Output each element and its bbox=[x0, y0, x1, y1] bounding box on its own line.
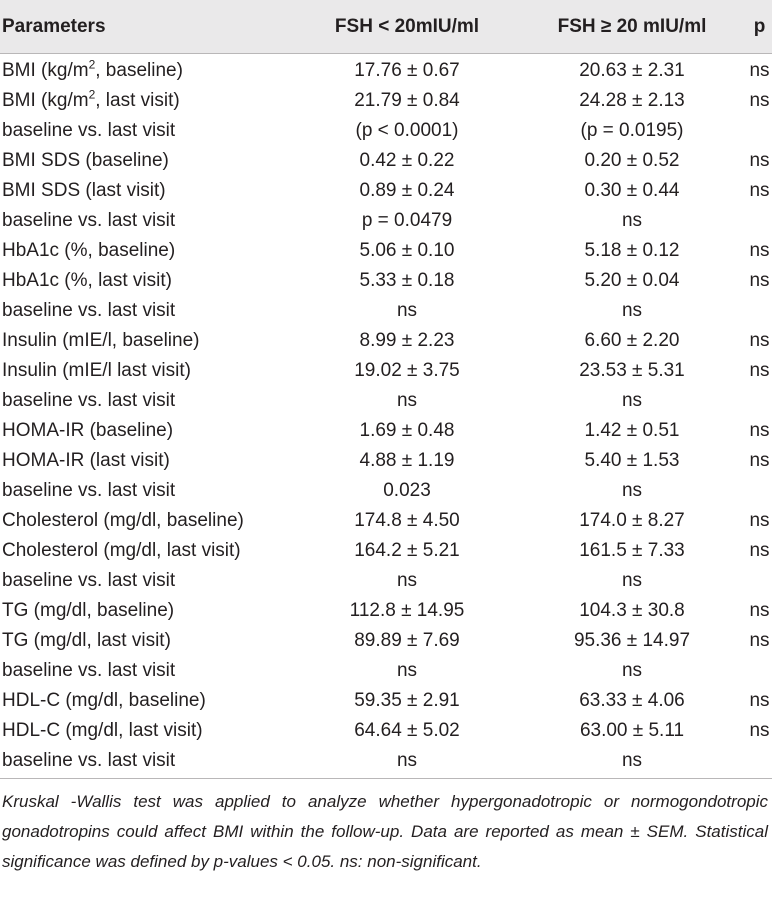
cell-fsh-low: 164.2 ± 5.21 bbox=[354, 540, 460, 561]
cell-p-value: ns bbox=[749, 90, 770, 111]
header-p: p bbox=[753, 15, 766, 37]
cell-p-value: ns bbox=[749, 420, 770, 441]
table-row bbox=[0, 116, 772, 146]
parameter-suffix: , last visit) bbox=[95, 90, 180, 111]
cell-p-value: ns bbox=[749, 540, 770, 561]
parameter-text: baseline vs. last visit bbox=[2, 390, 176, 411]
parameter-text: TG (mg/dl, baseline) bbox=[2, 600, 175, 621]
cell-parameter bbox=[0, 210, 297, 232]
cell-parameter bbox=[0, 87, 297, 112]
cell-parameter bbox=[0, 450, 297, 472]
cell-parameter bbox=[0, 630, 297, 652]
cell-fsh-low: 19.02 ± 3.75 bbox=[354, 360, 460, 381]
parameter-text: BMI SDS (last visit) bbox=[2, 180, 166, 201]
table-row bbox=[0, 386, 772, 416]
cell-fsh-high: 63.00 ± 5.11 bbox=[579, 720, 685, 741]
cell-fsh-high: 20.63 ± 2.31 bbox=[579, 60, 685, 81]
table-row bbox=[0, 206, 772, 236]
cell-parameter bbox=[0, 570, 297, 592]
table-row bbox=[0, 686, 772, 716]
cell-parameter bbox=[0, 540, 297, 562]
cell-p-value: ns bbox=[749, 360, 770, 381]
parameter-text: TG (mg/dl, last visit) bbox=[2, 630, 171, 651]
table-row bbox=[0, 536, 772, 566]
table-row bbox=[0, 356, 772, 386]
cell-parameter bbox=[0, 420, 297, 442]
cell-fsh-high: 63.33 ± 4.06 bbox=[579, 690, 685, 711]
parameter-text: HOMA-IR (baseline) bbox=[2, 420, 174, 441]
table-row bbox=[0, 506, 772, 536]
cell-fsh-low: 0.42 ± 0.22 bbox=[359, 150, 455, 171]
cell-p-value: ns bbox=[749, 150, 770, 171]
table-row bbox=[0, 86, 772, 116]
cell-fsh-low: 64.64 ± 5.02 bbox=[354, 720, 460, 741]
cell-fsh-high: 0.20 ± 0.52 bbox=[584, 150, 680, 171]
cell-parameter bbox=[0, 600, 297, 622]
cell-fsh-high: ns bbox=[621, 210, 643, 231]
cell-fsh-low: 8.99 ± 2.23 bbox=[359, 330, 455, 351]
parameter-text: HbA1c (%, baseline) bbox=[2, 240, 176, 261]
cell-fsh-high: (p = 0.0195) bbox=[580, 120, 684, 141]
cell-fsh-high: 5.40 ± 1.53 bbox=[584, 450, 680, 471]
header-fsh-high: FSH ≥ 20 mIU/ml bbox=[557, 15, 707, 37]
parameter-text: Cholesterol (mg/dl, baseline) bbox=[2, 510, 244, 531]
parameter-text: baseline vs. last visit bbox=[2, 120, 176, 141]
cell-p-value: ns bbox=[749, 240, 770, 261]
parameter-text: BMI (kg/m bbox=[2, 60, 89, 81]
cell-fsh-low: ns bbox=[396, 750, 418, 771]
header-fsh-low: FSH < 20mIU/ml bbox=[334, 15, 480, 37]
cell-fsh-high: 5.20 ± 0.04 bbox=[584, 270, 680, 291]
cell-fsh-high: 23.53 ± 5.31 bbox=[579, 360, 685, 381]
cell-p-value: ns bbox=[749, 720, 770, 741]
cell-parameter bbox=[0, 480, 297, 502]
parameter-text: HOMA-IR (last visit) bbox=[2, 450, 170, 471]
cell-fsh-high: 104.3 ± 30.8 bbox=[579, 600, 685, 621]
cell-fsh-low: 1.69 ± 0.48 bbox=[359, 420, 455, 441]
cell-parameter bbox=[0, 750, 297, 772]
parameter-text: BMI SDS (baseline) bbox=[2, 150, 169, 171]
cell-parameter bbox=[0, 360, 297, 382]
table-row bbox=[0, 566, 772, 596]
parameter-suffix: , baseline) bbox=[95, 60, 183, 81]
cell-fsh-high: 0.30 ± 0.44 bbox=[584, 180, 680, 201]
table-footnote: Kruskal -Wallis test was applied to analyze whether hypergonadotropic or normogondotropic gonadotropins could affect BMI within the follow-up. Data are reported as mean ± SEM. Statistical significance was defined by p-values < 0.05. ns: non-significant. bbox=[2, 792, 768, 871]
cell-parameter bbox=[0, 150, 297, 172]
cell-fsh-high: 24.28 ± 2.13 bbox=[579, 90, 685, 111]
table-row bbox=[0, 746, 772, 776]
cell-fsh-low: ns bbox=[396, 660, 418, 681]
cell-fsh-high: 174.0 ± 8.27 bbox=[579, 510, 685, 531]
parameter-text: baseline vs. last visit bbox=[2, 750, 176, 771]
cell-fsh-low: 112.8 ± 14.95 bbox=[349, 600, 465, 621]
parameter-text: Insulin (mIE/l last visit) bbox=[2, 360, 191, 381]
table-row bbox=[0, 626, 772, 656]
table-row bbox=[0, 296, 772, 326]
parameter-text: HDL-C (mg/dl, last visit) bbox=[2, 720, 203, 741]
table-row bbox=[0, 146, 772, 176]
cell-p-value: ns bbox=[749, 180, 770, 201]
parameter-text: baseline vs. last visit bbox=[2, 660, 176, 681]
cell-fsh-low: 17.76 ± 0.67 bbox=[354, 60, 460, 81]
cell-parameter bbox=[0, 510, 297, 532]
table-row bbox=[0, 656, 772, 686]
cell-fsh-high: ns bbox=[621, 480, 643, 501]
parameter-text: baseline vs. last visit bbox=[2, 480, 176, 501]
parameter-text: BMI (kg/m bbox=[2, 90, 89, 111]
cell-fsh-low: ns bbox=[396, 390, 418, 411]
cell-fsh-high: ns bbox=[621, 300, 643, 321]
cell-fsh-high: 95.36 ± 14.97 bbox=[573, 630, 691, 651]
cell-fsh-low: p = 0.0479 bbox=[361, 210, 453, 231]
cell-fsh-high: ns bbox=[621, 390, 643, 411]
cell-parameter bbox=[0, 180, 297, 202]
table-body bbox=[0, 54, 772, 776]
cell-fsh-low: 4.88 ± 1.19 bbox=[359, 450, 455, 471]
cell-parameter bbox=[0, 660, 297, 682]
parameter-superscript: 2 bbox=[88, 57, 96, 72]
cell-p-value: ns bbox=[749, 60, 770, 81]
table-row bbox=[0, 326, 772, 356]
cell-fsh-low: 59.35 ± 2.91 bbox=[354, 690, 460, 711]
parameter-text: baseline vs. last visit bbox=[2, 300, 176, 321]
header-parameters: Parameters bbox=[2, 15, 106, 37]
cell-parameter bbox=[0, 240, 297, 262]
cell-p-value: ns bbox=[749, 510, 770, 531]
cell-p-value: ns bbox=[749, 270, 770, 291]
cell-fsh-low: 0.89 ± 0.24 bbox=[359, 180, 455, 201]
cell-parameter bbox=[0, 390, 297, 412]
parameter-text: HbA1c (%, last visit) bbox=[2, 270, 172, 291]
parameter-text: HDL-C (mg/dl, baseline) bbox=[2, 690, 206, 711]
table-row bbox=[0, 476, 772, 506]
table-row bbox=[0, 596, 772, 626]
cell-fsh-low: 21.79 ± 0.84 bbox=[354, 90, 460, 111]
cell-fsh-low: 5.33 ± 0.18 bbox=[359, 270, 455, 291]
cell-parameter bbox=[0, 300, 297, 322]
parameter-text: baseline vs. last visit bbox=[2, 570, 176, 591]
cell-fsh-low: 174.8 ± 4.50 bbox=[354, 510, 460, 531]
parameter-superscript: 2 bbox=[88, 87, 96, 102]
cell-parameter bbox=[0, 120, 297, 142]
cell-fsh-low: 5.06 ± 0.10 bbox=[359, 240, 455, 261]
table-row bbox=[0, 176, 772, 206]
cell-fsh-high: ns bbox=[621, 570, 643, 591]
cell-fsh-high: 161.5 ± 7.33 bbox=[579, 540, 685, 561]
cell-parameter bbox=[0, 270, 297, 292]
cell-fsh-high: 5.18 ± 0.12 bbox=[584, 240, 680, 261]
cell-parameter bbox=[0, 690, 297, 712]
cell-fsh-high: 6.60 ± 2.20 bbox=[584, 330, 680, 351]
cell-p-value: ns bbox=[749, 600, 770, 621]
cell-fsh-high: 1.42 ± 0.51 bbox=[584, 420, 680, 441]
cell-fsh-high: ns bbox=[621, 660, 643, 681]
cell-fsh-low: 0.023 bbox=[383, 480, 431, 501]
table-row bbox=[0, 416, 772, 446]
table-row bbox=[0, 266, 772, 296]
table-row bbox=[0, 56, 772, 86]
cell-p-value: ns bbox=[749, 330, 770, 351]
cell-p-value: ns bbox=[749, 630, 770, 651]
cell-p-value: ns bbox=[749, 690, 770, 711]
cell-fsh-low: (p < 0.0001) bbox=[355, 120, 459, 141]
parameter-text: baseline vs. last visit bbox=[2, 210, 176, 231]
parameter-text: Insulin (mIE/l, baseline) bbox=[2, 330, 200, 351]
cell-fsh-low: ns bbox=[396, 570, 418, 591]
cell-parameter bbox=[0, 57, 297, 82]
cell-fsh-low: ns bbox=[396, 300, 418, 321]
parameter-text: Cholesterol (mg/dl, last visit) bbox=[2, 540, 241, 561]
cell-fsh-low: 89.89 ± 7.69 bbox=[354, 630, 460, 651]
cell-parameter bbox=[0, 330, 297, 352]
table-row bbox=[0, 716, 772, 746]
cell-p-value: ns bbox=[749, 450, 770, 471]
cell-parameter bbox=[0, 720, 297, 742]
table-row bbox=[0, 236, 772, 266]
cell-fsh-high: ns bbox=[621, 750, 643, 771]
table-header bbox=[0, 0, 772, 54]
table-row bbox=[0, 446, 772, 476]
